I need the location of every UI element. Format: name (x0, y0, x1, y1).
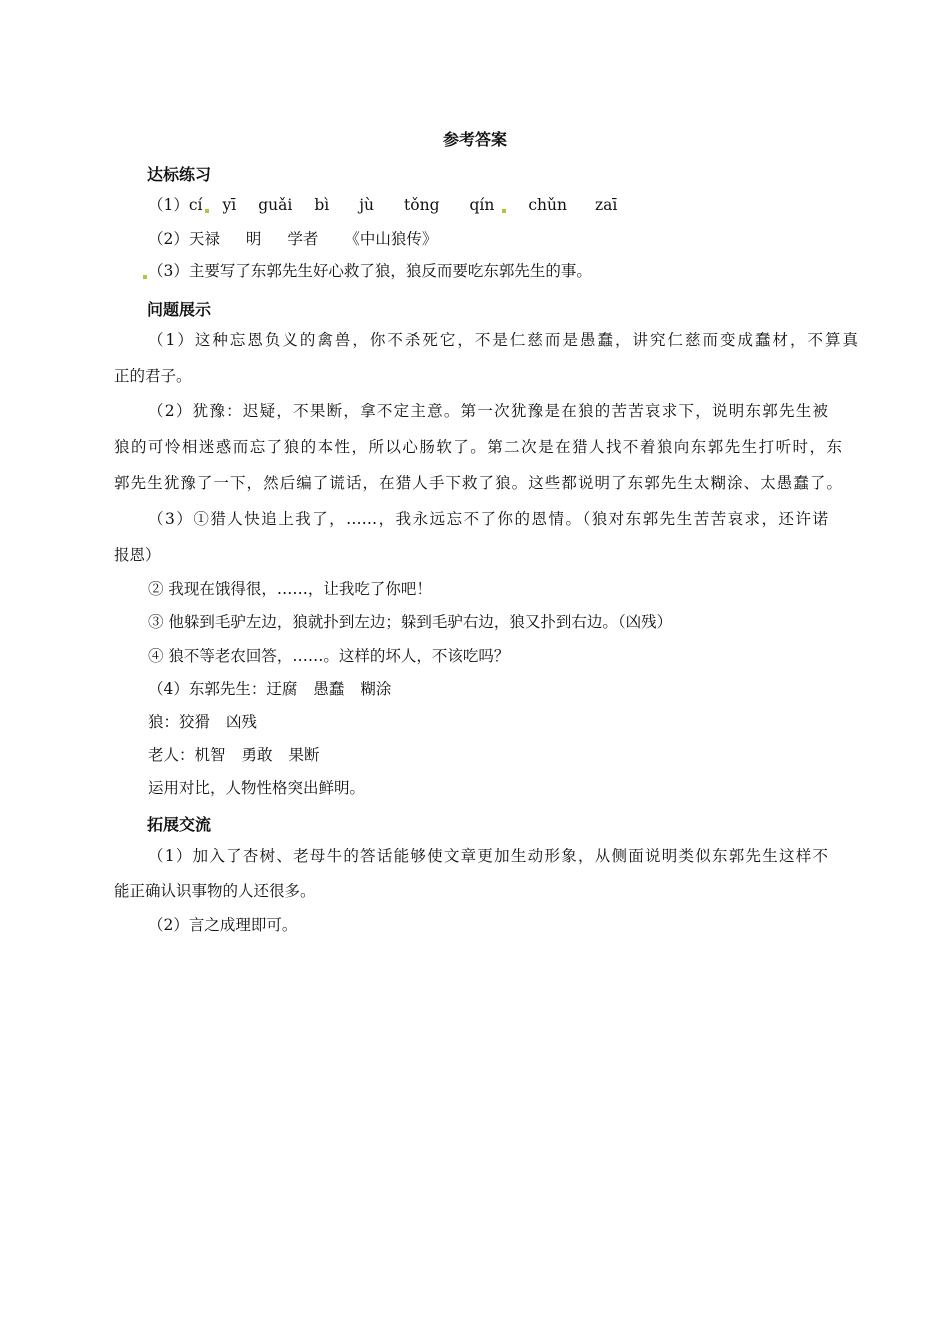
q2-item: 《中山狼传》 (344, 230, 438, 248)
pinyin-item: guǎi (258, 196, 293, 214)
pinyin-item: tǒng (404, 196, 440, 214)
marker-dot (205, 209, 209, 213)
trait: 狡猾 (179, 713, 211, 731)
paragraph-line: （2）言之成理即可。 (148, 916, 298, 934)
trait: 迂腐 (266, 680, 298, 698)
pinyin-item: cí (188, 196, 203, 214)
paragraph-line: （1）加入了杏树、老母牛的答话能够使文章更加生动形象，从侧面说明类似东郭先生这样不 (148, 847, 828, 865)
pinyin-item: bì (314, 196, 330, 214)
pinyin-item: qín (469, 196, 495, 214)
traits-label: （4）东郭先生： (148, 680, 267, 698)
trait: 机智 (194, 746, 226, 764)
q2-line (148, 229, 463, 249)
trait: 果断 (288, 746, 320, 764)
paragraph-line: ③ 他躲到毛驴左边，狼就扑到左边；躲到毛驴右边，狼又扑到右边。（凶残） (148, 613, 673, 631)
q2-item: 天禄 (188, 230, 220, 248)
pinyin-item: yī (222, 196, 237, 214)
traits-label: 狼： (148, 713, 180, 731)
paragraph-line: （3）①猎人快追上我了，……，我永远忘不了你的恩情。（狼对东郭先生苦苦哀求，还许诺 (148, 510, 828, 528)
trait: 勇敢 (241, 746, 273, 764)
paragraph-line: ④ 狼不等老农回答，……。这样的坏人，不该吃吗？ (148, 647, 510, 665)
q2-item: 明 (245, 230, 262, 248)
q1-label: （1） (148, 196, 189, 214)
pinyin-item: jù (359, 196, 375, 214)
paragraph-line: 郭先生犹豫了一下，然后编了谎话，在猎人手下救了狼。这些都说明了东郭先生太糊涂、太愚蠢了。 (114, 474, 842, 492)
paragraph-line: 报恩） (114, 546, 161, 564)
paragraph-line: （1）这种忘恩负义的禽兽，你不杀死它，不是仁慈而是愚蠢，讲究仁慈而变成蠢材，不算真 (148, 331, 858, 349)
section-heading-practice: 达标练习 (147, 165, 212, 184)
paragraph-line: （2）犹豫：迟疑，不果断，拿不定主意。第一次犹豫是在狼的苦苦哀求下，说明东郭先生被 (148, 402, 828, 420)
traits-label: 老人： (148, 746, 195, 764)
paragraph-line: 正的君子。 (114, 367, 192, 385)
pinyin-item: chǔn (528, 196, 568, 214)
trait: 愚蠢 (313, 680, 345, 698)
pinyin-item: zaī (595, 196, 618, 214)
paragraph-line: 能正确认识事物的人还很多。 (114, 882, 316, 900)
traits-line (148, 745, 320, 765)
paragraph-line: 狼的可怜相迷惑而忘了狼的本性，所以心肠软了。第二次是在猎人找不着狼向东郭先生打听时，东 (114, 438, 842, 456)
q3-text: （3）主要写了东郭先生好心救了狼，狼反而要吃东郭先生的事。 (148, 262, 592, 280)
pinyin-line (148, 195, 639, 215)
section-heading-extension: 拓展交流 (147, 815, 212, 834)
traits-line (148, 712, 257, 732)
page-title: 参考答案 (442, 130, 507, 149)
q3-line (143, 261, 592, 281)
q2-label: （2） (148, 230, 189, 248)
section-heading-problems: 问题展示 (147, 300, 212, 319)
trait: 凶残 (226, 713, 258, 731)
q2-item: 学者 (287, 230, 319, 248)
marker-dot (502, 209, 506, 213)
trait: 糊涂 (360, 680, 392, 698)
paragraph-line: ② 我现在饿得很，……，让我吃了你吧！ (148, 580, 432, 598)
marker-dot (143, 275, 147, 279)
traits-line (148, 679, 417, 699)
paragraph-line: 运用对比，人物性格突出鲜明。 (148, 779, 366, 797)
